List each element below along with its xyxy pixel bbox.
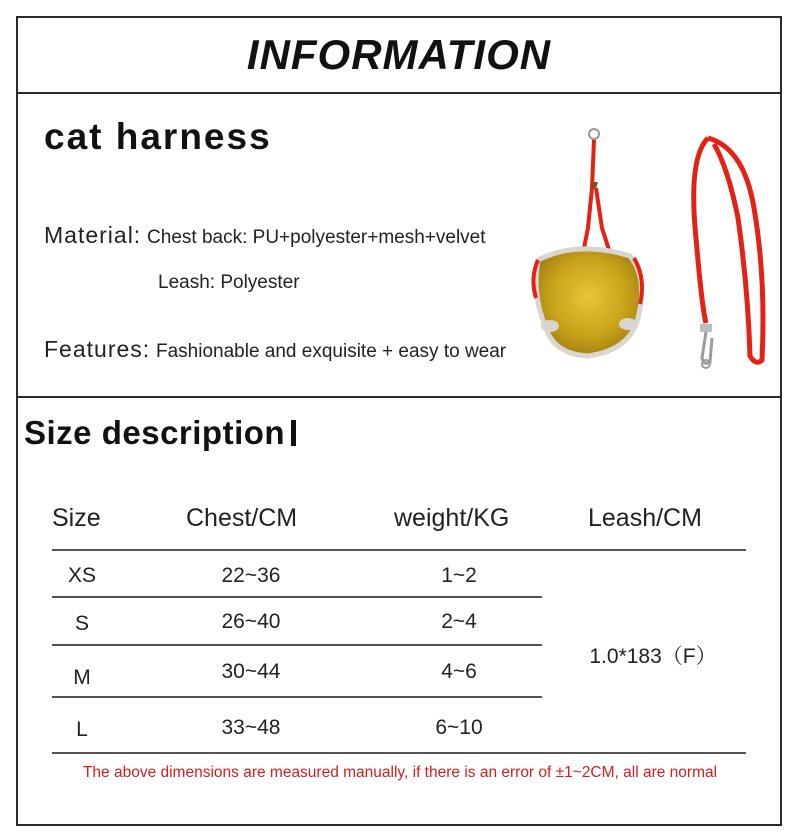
- table-cell-weight: 4~6: [441, 660, 477, 683]
- table-cell-chest: 22~36: [221, 564, 281, 587]
- size-title-text: Size description: [24, 414, 286, 451]
- table-bottom-divider: [52, 752, 746, 754]
- page-title: INFORMATION: [246, 31, 552, 78]
- table-cell-chest: 30~44: [221, 660, 281, 683]
- table-cell-size: S: [74, 612, 89, 635]
- features-row: [44, 336, 506, 363]
- material-label: Material:: [44, 222, 142, 248]
- features-label: Features:: [44, 336, 151, 362]
- material-value: Chest back: PU+polyester+mesh+velvet: [147, 227, 486, 248]
- col-header-leash: Leash/CM: [588, 504, 702, 532]
- table-cell-size: XS: [67, 564, 96, 587]
- leash-strap: [694, 138, 708, 323]
- table-cell-size: M: [73, 666, 91, 689]
- col-header-weight: weight/KG: [394, 504, 510, 532]
- table-cell-weight: 6~10: [435, 716, 483, 739]
- material-row: [44, 222, 486, 249]
- leash-material-row: [158, 270, 300, 294]
- header-divider: [52, 549, 746, 551]
- title-bar-decoration: [291, 420, 296, 446]
- size-table: [36, 490, 748, 758]
- table-cell-weight: 2~4: [441, 610, 477, 633]
- row-divider: [52, 644, 542, 646]
- features-value: Fashionable and exquisite + easy to wear: [156, 341, 507, 362]
- d-ring-icon: [589, 129, 599, 139]
- table-cell-leash: 1.0*183（F）: [589, 645, 717, 668]
- leash-clip-icon: [700, 324, 712, 332]
- product-info-section: [18, 94, 780, 398]
- size-section-title: [24, 414, 296, 452]
- row-divider: [52, 596, 542, 598]
- table-cell-chest: 26~40: [221, 610, 281, 633]
- harness-and-leash-image: [518, 128, 778, 378]
- glitter-vest: [536, 249, 641, 356]
- header-banner: [18, 18, 780, 94]
- neck-strap: [582, 140, 594, 258]
- row-divider: [52, 696, 542, 698]
- leash-material-value: Leash: Polyester: [158, 272, 300, 293]
- table-cell-size: L: [76, 718, 88, 741]
- col-header-size: Size: [52, 504, 101, 532]
- col-header-chest: Chest/CM: [186, 504, 298, 532]
- measurement-note: The above dimensions are measured manually, if there is an error of ±1~2CM, all are normal: [82, 764, 718, 781]
- product-name: cat harness: [44, 116, 272, 157]
- table-cell-chest: 33~48: [221, 716, 281, 739]
- table-cell-weight: 1~2: [441, 564, 477, 587]
